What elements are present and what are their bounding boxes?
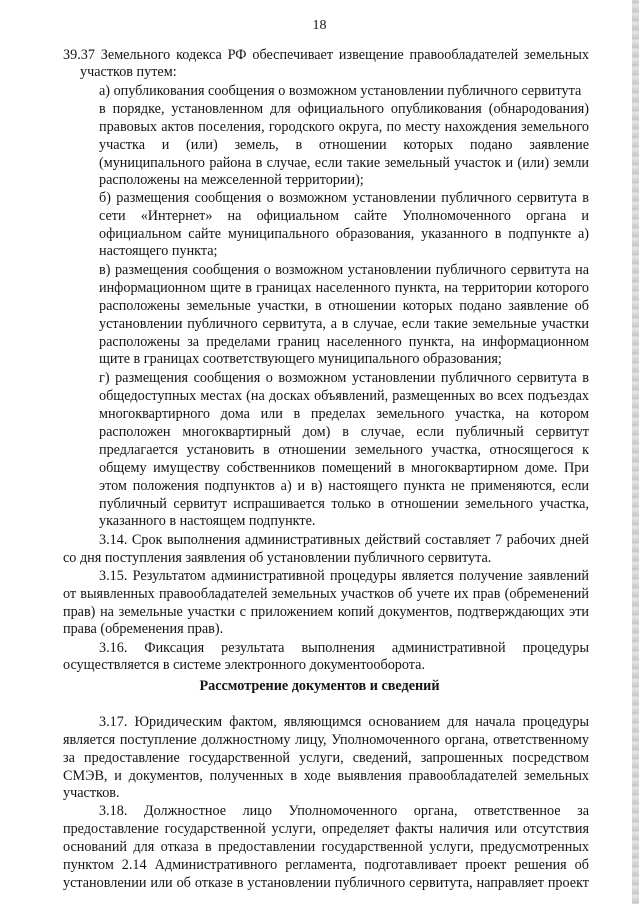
- text-line: в порядке, установленном для официального опубликования (обнародования): [99, 101, 589, 117]
- text-line: (муниципального района в случае, если такие земельный участок и (или) земли: [99, 155, 589, 171]
- text-line: информационном щите в границах населенного пункта, на территории которого: [99, 280, 589, 296]
- text-line: 39.37 Земельного кодекса РФ обеспечивает извещение правообладателей земельных: [63, 47, 589, 63]
- text-line: б) размещения сообщения о возможном установлении публичного сервитута в: [99, 190, 589, 206]
- text-line: 3.17. Юридическим фактом, являющимся основанием для начала процедуры: [99, 714, 589, 730]
- text-line: указанного в настоящем подпункте.: [99, 513, 316, 529]
- text-line: права (обременения прав).: [63, 621, 224, 637]
- text-line: в) размещения сообщения о возможном установлении публичного сервитута на: [99, 262, 589, 278]
- text-line: расположен многоквартирный дом) в случае, если публичный сервитут: [99, 424, 589, 440]
- text-line: 3.18. Должностное лицо Уполномоченного органа, ответственное за: [99, 803, 589, 819]
- text-line: правовых актов поселения, городского округа, по месту нахождения земельного: [99, 119, 589, 135]
- text-line: участка и (или) земель, в отношении которых подано заявление: [99, 137, 589, 153]
- text-line: настоящего пункта;: [99, 243, 218, 259]
- text-line: пунктом 2.14 Административного регламента, подготавливает проект решения об: [63, 857, 589, 873]
- text-line: оснований для отказа в предоставлении государственной услуги, предусмотренных: [63, 839, 589, 855]
- page-number: 18: [312, 18, 327, 33]
- text-line: прав) на земельные участки с приложением копий документов, подтверждающих эти: [63, 604, 589, 620]
- text-line: 3.14. Срок выполнения административных действий составляет 7 рабочих дней: [99, 532, 589, 548]
- text-line: щите в границах соответствующего муниципального образования;: [99, 351, 502, 367]
- text-line: предоставление государственной услуги, определяет факты наличия или отсутствия: [63, 821, 589, 837]
- text-line: общедоступных местах (на досках объявлений, размещенных во всех подъездах: [99, 388, 589, 404]
- text-line: предлагается установить в отношении земельного участка, относящегося к: [99, 442, 589, 458]
- text-line: участков путем:: [80, 64, 177, 80]
- text-line: установлении публичного сервитута, а в случае, если такие земельные участки: [99, 316, 589, 332]
- text-line: сети «Интернет» на официальном сайте Уполномоченного органа и: [99, 208, 589, 224]
- text-line: 3.15. Результатом административной процедуры является получение заявлений: [99, 568, 589, 584]
- text-line: расположены на межселенной территории);: [99, 172, 364, 188]
- text-line: от выявленных правообладателей земельных участков об учете их прав (обременений: [63, 586, 589, 602]
- text-line: а) опубликования сообщения о возможном установлении публичного сервитута: [99, 83, 582, 99]
- text-line: расположены за пределами границ населенного пункта, на информационном: [99, 334, 589, 350]
- text-line: является поступление должностному лицу, Уполномоченного органа, ответственному: [63, 732, 589, 748]
- text-line: многоквартирного дома или в пределах земельного участка, на котором: [99, 406, 589, 422]
- text-line: общему имуществу собственников помещений в многоквартирном доме. При: [99, 460, 589, 476]
- text-line: официальном сайте муниципального образования, указанного в подпункте а): [99, 226, 589, 242]
- text-line: участков.: [63, 785, 120, 801]
- text-line: со дня поступления заявления об установлении публичного сервитута.: [63, 550, 492, 566]
- text-line: публичный сервитут испрашивается только в отношении земельного участка,: [99, 496, 589, 512]
- section-heading: Рассмотрение документов и сведений: [199, 678, 440, 694]
- text-line: г) размещения сообщения о возможном установлении публичного сервитута в: [99, 370, 589, 386]
- text-line: этом положения подпунктов а) и в) настоящего пункта не применяются, если: [99, 478, 589, 494]
- scanned-page-edge: [632, 0, 639, 904]
- text-line: расположены земельные участки, в отношении которых подано заявление об: [99, 298, 589, 314]
- text-line: СМЭВ, и документов, полученных в ходе выявления правообладателей земельных: [63, 768, 589, 784]
- text-line: за предоставление государственной услуги, сведений, запрошенных посредством: [63, 750, 589, 766]
- text-line: установлении или об отказе в установлении публичного сервитута, направляет проект: [63, 875, 589, 891]
- text-line: 3.16. Фиксация результата выполнения административной процедуры: [99, 640, 589, 656]
- text-line: осуществляется в системе электронного документооборота.: [63, 657, 426, 673]
